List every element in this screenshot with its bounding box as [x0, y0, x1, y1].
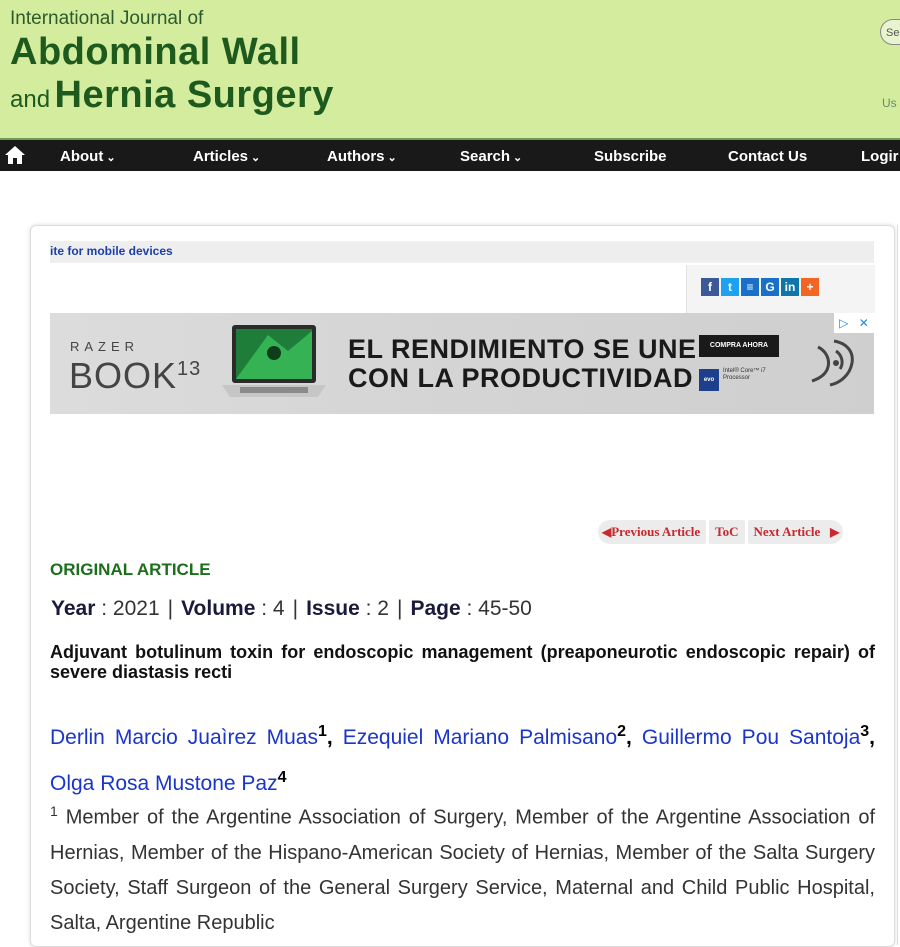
ad-brand: RAZER — [70, 339, 140, 354]
nav-contact-us[interactable]: Contact Us — [728, 148, 808, 165]
google-icon[interactable]: G — [761, 278, 779, 296]
author-link[interactable]: Derlin Marcio Juaìrez Muas — [50, 726, 318, 749]
nav-search[interactable] — [460, 148, 522, 165]
ad-close-icon[interactable]: ✕ — [858, 316, 869, 330]
journal-name-hernia: Hernia Surgery — [54, 74, 334, 116]
toc-button[interactable]: ToC — [709, 520, 744, 544]
affiliation-text: Member of the Argentine Association of Surgery, Member of the Argentine Association of Hernias, Member of the Hispano-American Society of Hernias, Member of the Salta Surgery Society, Staff Surgeon of the General Surgery Service, Maternal and Child Public Hospital, Salta, Argentine Republic — [50, 806, 875, 934]
ad-cta-button[interactable]: COMPRA AHORA — [699, 335, 779, 357]
journal-name-line3[interactable] — [10, 74, 334, 117]
nav-login[interactable]: Logir — [861, 148, 899, 165]
search-input[interactable]: Se — [880, 19, 900, 45]
mobile-notice-link[interactable]: ite for mobile devices — [50, 244, 173, 258]
nav-articles-label: Articles — [193, 148, 249, 165]
previous-article-label: Previous Article — [611, 524, 701, 539]
article-title: Adjuvant botulinum toxin for endoscopic management (preaponeurotic endoscopic repair) of severe diastasis recti — [50, 642, 875, 682]
journal-name-line1[interactable]: International Journal of — [10, 8, 204, 29]
nav-about[interactable] — [60, 148, 116, 165]
laptop-image — [218, 321, 328, 407]
year-value: 2021 — [112, 597, 160, 620]
author-link[interactable]: Ezequiel Mariano Palmisano — [342, 726, 618, 749]
site-header — [0, 0, 900, 138]
triangle-left-icon: ◀ — [602, 525, 612, 539]
citation-meta: Year : 2021 | Volume : 4 | Issue : 2 | Page : 45-50 — [51, 597, 532, 620]
page-value: 45-50 — [478, 597, 532, 620]
nav-authors-label: Authors — [327, 148, 385, 165]
ad-product-sup: 13 — [177, 358, 202, 380]
home-icon[interactable] — [4, 144, 26, 166]
ad-headline-line2: CON LA PRODUCTIVIDAD — [348, 363, 693, 393]
twitter-icon[interactable]: t — [721, 278, 739, 296]
razer-logo-icon — [806, 337, 862, 389]
author-link[interactable]: Guillermo Pou Santoja — [641, 726, 861, 749]
issue-value: 2 — [377, 597, 389, 620]
nav-about-label: About — [60, 148, 104, 165]
more-share-icon[interactable]: + — [801, 278, 819, 296]
print-icon[interactable]: ≡ — [741, 278, 759, 296]
intel-evo-badge: evo — [699, 369, 719, 391]
nav-authors[interactable] — [327, 148, 397, 165]
affiliation-number: 1 — [50, 803, 58, 819]
ad-info-icon[interactable]: ▷ — [839, 316, 849, 330]
author-list: Derlin Marcio Juaìrez Muas$^1$, Ezequiel Mariano Palmisano$^2$, Guillermo Pou Santoja$^3$, Olga Rosa Mustone Paz$^4$ — [50, 723, 875, 795]
page-label: Page — [410, 597, 461, 620]
chevron-down-icon: ⌄ — [106, 152, 116, 164]
intel-processor-text: Intel® Core™ i7 Processor — [723, 368, 766, 381]
journal-and-word: and — [10, 86, 51, 113]
chevron-down-icon: ⌄ — [387, 152, 397, 164]
volume-value: 4 — [272, 597, 285, 620]
next-article-button[interactable] — [748, 520, 844, 544]
ad-product — [69, 355, 201, 397]
next-article-label: Next Article — [753, 524, 821, 539]
nav-articles[interactable] — [193, 148, 260, 165]
previous-article-button[interactable] — [598, 520, 706, 544]
ad-headline-line1: EL RENDIMIENTO SE UNE — [348, 334, 697, 364]
ad-choices[interactable] — [834, 313, 874, 333]
issue-label: Issue — [306, 597, 360, 620]
author-affiliation-sup: 3 — [860, 723, 870, 740]
article-type: ORIGINAL ARTICLE — [50, 560, 211, 579]
main-nav — [0, 138, 900, 171]
ad-headline — [348, 335, 697, 393]
facebook-icon[interactable]: f — [701, 278, 719, 296]
triangle-right-icon: ▶ — [830, 525, 840, 539]
author-affiliation-sup: 4 — [277, 769, 287, 786]
author-affiliation-sup: 1 — [318, 723, 327, 740]
author-link[interactable]: Olga Rosa Mustone Paz — [50, 772, 278, 795]
volume-label: Volume — [181, 597, 256, 620]
author-affiliation-sup: 2 — [617, 723, 627, 740]
article-navigation — [598, 520, 843, 544]
user-link[interactable]: Us — [882, 96, 897, 110]
advertisement-banner[interactable] — [50, 313, 874, 414]
chevron-down-icon: ⌄ — [513, 152, 523, 164]
journal-name-line2[interactable]: Abdominal Wall — [10, 31, 301, 73]
nav-subscribe[interactable]: Subscribe — [594, 148, 667, 165]
share-toolbar — [686, 265, 875, 313]
ad-product-name: BOOK — [69, 355, 178, 396]
linkedin-icon[interactable]: in — [781, 278, 799, 296]
mobile-notice-bar — [50, 241, 874, 263]
affiliation — [50, 794, 875, 941]
year-label: Year — [51, 597, 96, 620]
chevron-down-icon: ⌄ — [251, 152, 261, 164]
nav-search-label: Search — [460, 148, 511, 165]
